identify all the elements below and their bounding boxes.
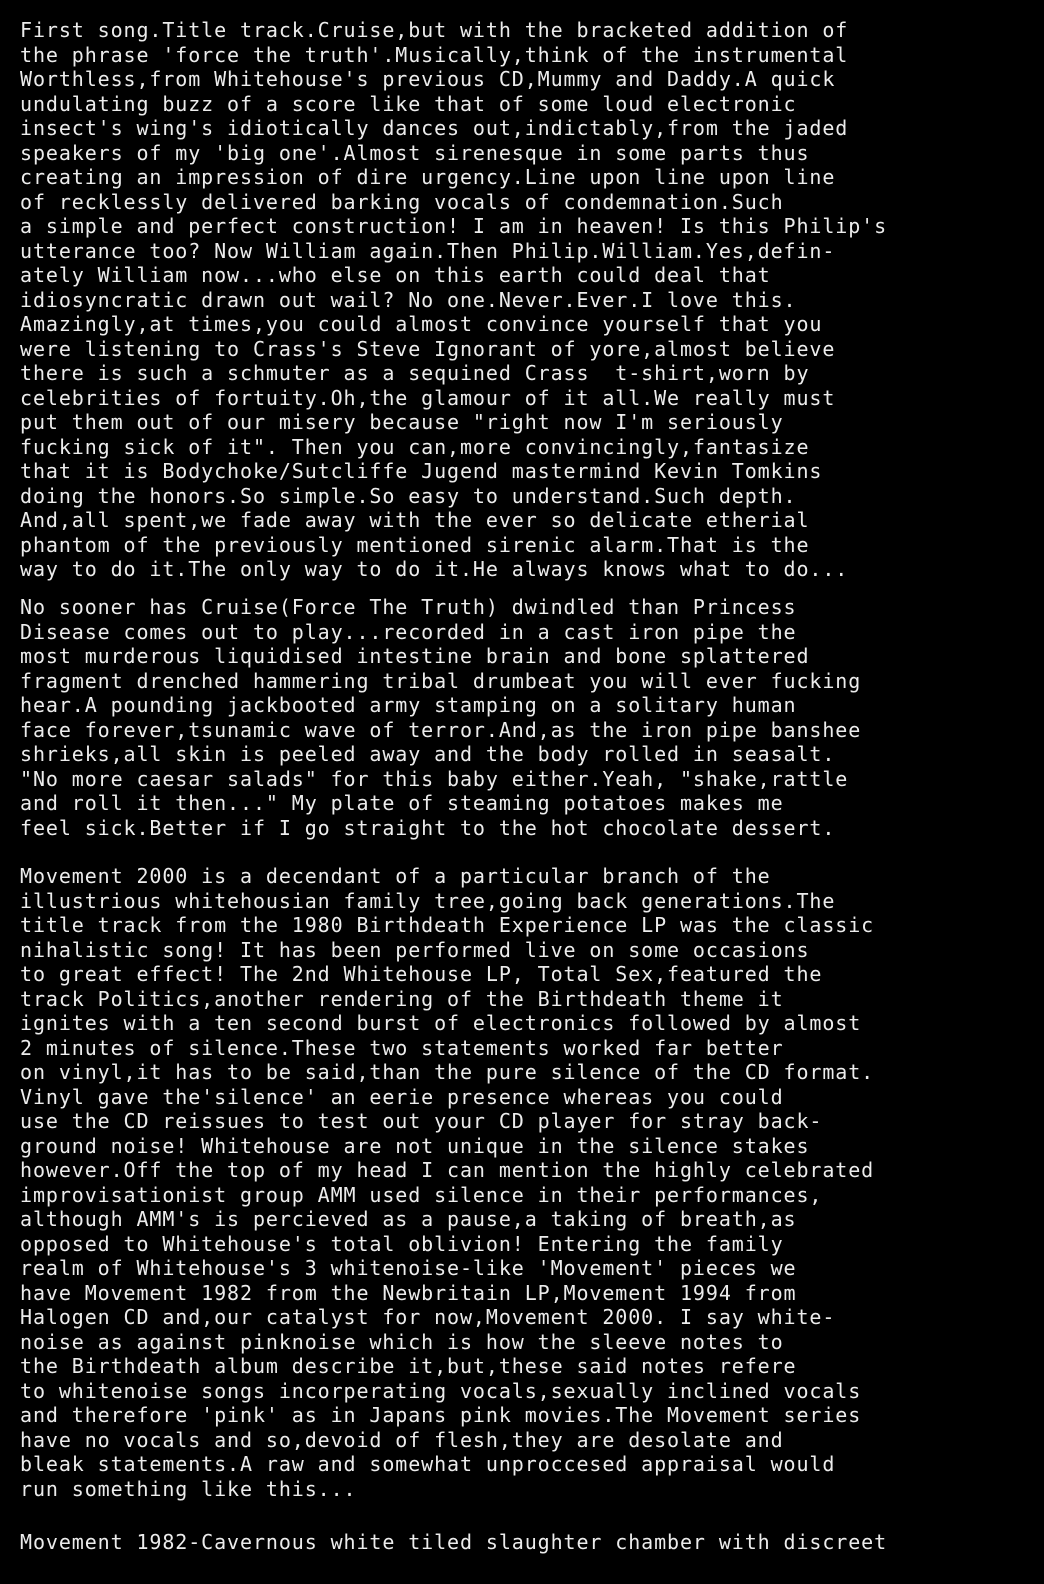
text-line: on vinyl,it has to be said,than the pure silence of the CD format. <box>20 1060 875 1084</box>
text-line: way to do it.The only way to do it.He always knows what to do... <box>20 557 849 581</box>
text-line: First song.Title track.Cruise,but with the bracketed addition of <box>20 18 849 42</box>
text-line: feel sick.Better if I go straight to the hot chocolate dessert. <box>20 815 836 840</box>
text-line: improvisationist group AMM used silence in their performances, <box>20 1182 823 1207</box>
text-line: Vinyl gave the'silence' an eerie presence whereas you could <box>20 1084 784 1109</box>
text-line: No sooner has Cruise(Force The Truth) dwindled than Princess <box>20 595 797 619</box>
text-line: run something like this... <box>20 1476 357 1501</box>
text-line: the phrase 'force the truth'.Musically,think of the instrumental <box>20 42 849 67</box>
text-line: Movement 2000 is a decendant of a particular branch of the <box>20 864 771 888</box>
text-line: use the CD reissues to test out your CD player for stray back- <box>20 1109 823 1133</box>
text-line: illustrious whitehousian family tree,going back generations.The <box>20 888 836 913</box>
paragraph-movement-2000 <box>20 864 1030 1501</box>
text-line: however.Off the top of my head I can mention the highly celebrated <box>20 1158 875 1182</box>
text-line: Amazingly,at times,you could almost convince yourself that you <box>20 312 823 336</box>
text-line: hear.A pounding jackbooted army stamping on a solitary human <box>20 693 797 717</box>
text-line: fucking sick of it". Then you can,more convincingly,fantasize <box>20 434 810 459</box>
text-line: And,all spent,we fade away with the ever so delicate etherial <box>20 508 810 532</box>
text-line: there is such a schmuter as a sequined Crass t-shirt,worn by <box>20 361 810 385</box>
text-line: Movement 1982-Cavernous white tiled slaughter chamber with discreet <box>20 1530 888 1554</box>
paragraph-cruise <box>20 18 1030 582</box>
text-line: Worthless,from Whitehouse's previous CD,Mummy and Daddy.A quick <box>20 67 836 91</box>
text-line: 2 minutes of silence.These two statements worked far better <box>20 1035 784 1060</box>
text-line: most murderous liquidised intestine brain and bone splattered <box>20 644 810 668</box>
text-line: to whitenoise songs incorperating vocals,sexually inclined vocals <box>20 1378 862 1403</box>
text-line: speakers of my 'big one'.Almost sirenesque in some parts thus <box>20 140 810 165</box>
text-line: Halogen CD and,our catalyst for now,Movement 2000. I say white- <box>20 1305 836 1329</box>
text-line: ignites with a ten second burst of electronics followed by almost <box>20 1011 862 1035</box>
text-line: fragment drenched hammering tribal drumbeat you will ever fucking <box>20 668 862 693</box>
text-line: idiosyncratic drawn out wail? No one.Never.Ever.I love this. <box>20 287 797 312</box>
text-line: celebrities of fortuity.Oh,the glamour of it all.We really must <box>20 385 836 410</box>
text-line: track Politics,another rendering of the Birthdeath theme it <box>20 986 784 1011</box>
text-line: utterance too? Now William again.Then Philip.William.Yes,defin- <box>20 238 836 263</box>
text-line: undulating buzz of a score like that of some loud electronic <box>20 91 797 116</box>
text-line: of recklessly delivered barking vocals of condemnation.Such <box>20 189 784 214</box>
text-line: noise as against pinknoise which is how the sleeve notes to <box>20 1329 784 1354</box>
text-line: to great effect! The 2nd Whitehouse LP, Total Sex,featured the <box>20 962 823 986</box>
text-line: bleak statements.A raw and somewhat unproccesed appraisal would <box>20 1452 836 1476</box>
text-line: insect's wing's idiotically dances out,indictably,from the jaded <box>20 116 849 140</box>
text-line: phantom of the previously mentioned sirenic alarm.That is the <box>20 532 810 557</box>
text-line: put them out of our misery because "right now I'm seriously <box>20 410 784 434</box>
text-line: the Birthdeath album describe it,but,these said notes refere <box>20 1354 797 1378</box>
text-line: were listening to Crass's Steve Ignorant of yore,almost believe <box>20 336 836 361</box>
text-line: opposed to Whitehouse's total oblivion! Entering the family <box>20 1231 784 1256</box>
paragraph-princess-disease <box>20 595 1030 840</box>
text-line: Disease comes out to play...recorded in a cast iron pipe the <box>20 619 797 644</box>
text-line: a simple and perfect construction! I am in heaven! Is this Philip's <box>20 214 888 238</box>
text-line: shrieks,all skin is peeled away and the body rolled in seasalt. <box>20 742 836 766</box>
text-line: realm of Whitehouse's 3 whitenoise-like 'Movement' pieces we <box>20 1256 797 1280</box>
text-line: "No more caesar salads" for this baby either.Yeah, "shake,rattle <box>20 766 849 791</box>
text-line: nihalistic song! It has been performed live on some occasions <box>20 937 810 962</box>
text-line: ground noise! Whitehouse are not unique in the silence stakes <box>20 1133 810 1158</box>
text-line: and therefore 'pink' as in Japans pink movies.The Movement series <box>20 1403 862 1427</box>
text-line: have Movement 1982 from the Newbritain LP,Movement 1994 from <box>20 1280 797 1305</box>
text-line: that it is Bodychoke/Sutcliffe Jugend mastermind Kevin Tomkins <box>20 459 823 483</box>
text-line: and roll it then..." My plate of steaming potatoes makes me <box>20 791 784 815</box>
text-line: ately William now...who else on this earth could deal that <box>20 263 771 287</box>
text-line: although AMM's is percieved as a pause,a taking of breath,as <box>20 1207 797 1231</box>
text-line: creating an impression of dire urgency.Line upon line upon line <box>20 165 836 189</box>
paragraph-movement-1982 <box>20 1530 1030 1555</box>
text-line: title track from the 1980 Birthdeath Experience LP was the classic <box>20 913 875 937</box>
text-line: face forever,tsunamic wave of terror.And,as the iron pipe banshee <box>20 717 862 742</box>
text-line: have no vocals and so,devoid of flesh,they are desolate and <box>20 1427 784 1452</box>
text-line: doing the honors.So simple.So easy to understand.Such depth. <box>20 483 797 508</box>
